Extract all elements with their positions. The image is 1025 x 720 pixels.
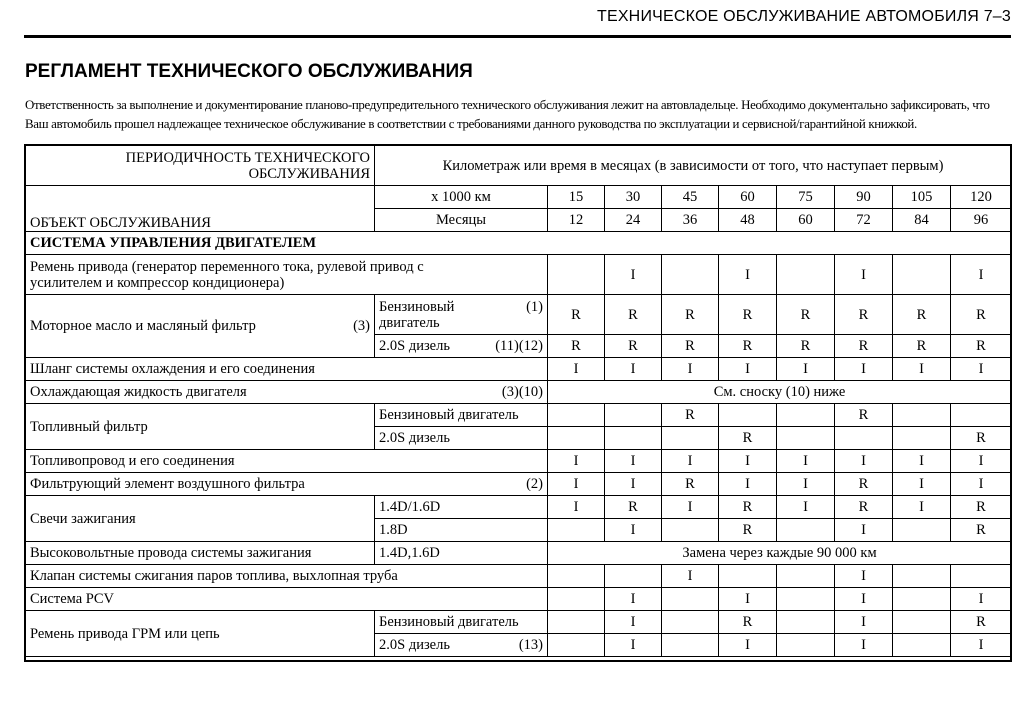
interval-cell (719, 404, 777, 427)
fuel-filter-label: Топливный фильтр (26, 404, 375, 450)
fuel-lines-label: Топливопровод и его соединения (26, 450, 548, 473)
fuel-filter-petrol-sub: Бензиновый двигатель (375, 404, 548, 427)
interval-cell: I (951, 588, 1012, 611)
interval-cell (777, 519, 835, 542)
km-value: 75 (777, 186, 835, 209)
timing-diesel-label: 2.0S дизель (379, 637, 450, 653)
interval-cell: R (835, 496, 893, 519)
interval-cell: I (605, 358, 662, 381)
interval-cell (893, 519, 951, 542)
interval-cell (605, 565, 662, 588)
km-value: 60 (719, 186, 777, 209)
interval-cell: R (548, 335, 605, 358)
interval-cell: R (777, 335, 835, 358)
interval-cell (662, 588, 719, 611)
interval-cell (548, 634, 605, 657)
interval-cell: I (662, 565, 719, 588)
interval-cell: I (719, 588, 777, 611)
interval-cell: R (835, 473, 893, 496)
ht-leads-span-note: Замена через каждые 90 000 км (548, 542, 1012, 565)
interval-cell (893, 611, 951, 634)
interval-cell (777, 634, 835, 657)
interval-cell: I (605, 255, 662, 295)
interval-cell: I (605, 450, 662, 473)
interval-cell: R (777, 295, 835, 335)
months-value: 48 (719, 209, 777, 232)
interval-cell: R (719, 335, 777, 358)
engine-oil-diesel-label: 2.0S дизель (379, 338, 450, 354)
coolant-hose-label: Шланг системы охлаждения и его соединения (26, 358, 548, 381)
engine-oil-petrol-note: (1) (526, 298, 543, 315)
header-periodicity (26, 146, 375, 186)
interval-cell: R (719, 519, 777, 542)
interval-cell: I (777, 358, 835, 381)
interval-cell: R (951, 496, 1012, 519)
air-filter-label: Фильтрующий элемент воздушного фильтра (30, 476, 305, 492)
interval-cell: I (777, 450, 835, 473)
interval-cell: I (662, 358, 719, 381)
interval-cell: R (662, 473, 719, 496)
header-periodicity-line2: ОБСЛУЖИВАНИЯ (248, 165, 370, 182)
months-value: 72 (835, 209, 893, 232)
header-object: ОБЪЕКТ ОБСЛУЖИВАНИЯ (26, 186, 375, 232)
interval-cell: I (893, 358, 951, 381)
interval-cell (835, 427, 893, 450)
spark-plugs-a-sub: 1.4D/1.6D (375, 496, 548, 519)
months-value: 84 (893, 209, 951, 232)
timing-diesel-sub (375, 634, 548, 657)
interval-cell: I (605, 588, 662, 611)
drive-belt-label-line2: усилителем и компрессор кондиционера) (30, 274, 285, 291)
km-value: 15 (548, 186, 605, 209)
interval-cell: R (719, 611, 777, 634)
interval-cell: I (835, 450, 893, 473)
interval-cell (662, 519, 719, 542)
interval-cell: R (893, 335, 951, 358)
interval-cell: I (719, 358, 777, 381)
interval-cell (893, 404, 951, 427)
km-value: 45 (662, 186, 719, 209)
interval-cell (662, 255, 719, 295)
interval-cell: I (951, 634, 1012, 657)
months-value: 96 (951, 209, 1012, 232)
interval-cell (662, 611, 719, 634)
interval-cell (951, 565, 1012, 588)
interval-cell: R (951, 335, 1012, 358)
interval-cell: R (893, 295, 951, 335)
interval-cell: I (662, 450, 719, 473)
km-value: 30 (605, 186, 662, 209)
months-value: 60 (777, 209, 835, 232)
interval-cell (777, 427, 835, 450)
pcv-label: Система PCV (26, 588, 548, 611)
running-head: ТЕХНИЧЕСКОЕ ОБСЛУЖИВАНИЕ АВТОМОБИЛЯ 7–3 (596, 8, 1011, 25)
interval-cell: R (719, 427, 777, 450)
interval-cell: I (835, 588, 893, 611)
interval-cell: I (605, 611, 662, 634)
coolant-span-note: См. сноску (10) ниже (548, 381, 1012, 404)
interval-cell (951, 404, 1012, 427)
interval-cell: I (835, 611, 893, 634)
intro-line-2: Ваш автомобиль прошел надлежащее техническое обслуживание в соответствии с требованиями данного руководства по эксплуатации и сервисной/гарантийной книжкой. (25, 116, 917, 131)
interval-cell: I (951, 255, 1012, 295)
row-air-filter-label (26, 473, 548, 496)
interval-cell: R (719, 496, 777, 519)
ht-leads-label: Высоковольтные провода системы зажигания (26, 542, 375, 565)
interval-cell (662, 634, 719, 657)
months-value: 24 (605, 209, 662, 232)
interval-cell: I (548, 496, 605, 519)
ht-leads-sub: 1.4D,1.6D (375, 542, 548, 565)
interval-cell: R (548, 295, 605, 335)
interval-cell (719, 565, 777, 588)
interval-cell (777, 565, 835, 588)
header-periodicity-line1: ПЕРИОДИЧНОСТЬ ТЕХНИЧЕСКОГО (125, 149, 370, 166)
interval-cell (548, 611, 605, 634)
interval-cell: R (662, 404, 719, 427)
months-value: 12 (548, 209, 605, 232)
spark-plugs-b-sub: 1.8D (375, 519, 548, 542)
interval-cell: I (719, 473, 777, 496)
timing-label: Ремень привода ГРМ или цепь (26, 611, 375, 657)
km-label: x 1000 км (375, 186, 548, 209)
interval-cell (893, 565, 951, 588)
interval-cell: I (951, 473, 1012, 496)
interval-cell (893, 634, 951, 657)
row-coolant-label (26, 381, 548, 404)
km-value: 120 (951, 186, 1012, 209)
interval-cell (893, 427, 951, 450)
air-filter-note: (2) (526, 476, 543, 492)
interval-cell: R (605, 295, 662, 335)
interval-cell: R (662, 335, 719, 358)
interval-cell: I (893, 496, 951, 519)
interval-cell: R (835, 335, 893, 358)
engine-oil-diesel-sub (375, 335, 548, 358)
section-heading: СИСТЕМА УПРАВЛЕНИЯ ДВИГАТЕЛЕМ (26, 232, 1012, 255)
maintenance-schedule-table (25, 145, 1012, 657)
interval-cell: I (951, 358, 1012, 381)
interval-cell: R (951, 611, 1012, 634)
interval-cell (548, 427, 605, 450)
interval-cell: I (777, 496, 835, 519)
interval-cell (548, 404, 605, 427)
km-value: 105 (893, 186, 951, 209)
interval-cell (605, 404, 662, 427)
interval-cell (605, 427, 662, 450)
interval-cell: I (548, 450, 605, 473)
engine-oil-petrol-line2: двигатель (379, 314, 440, 331)
timing-diesel-note: (13) (518, 637, 543, 653)
interval-cell (777, 588, 835, 611)
interval-cell: I (835, 358, 893, 381)
interval-cell: I (835, 565, 893, 588)
interval-cell: I (605, 519, 662, 542)
interval-cell (777, 255, 835, 295)
interval-cell: I (835, 255, 893, 295)
interval-cell: I (719, 255, 777, 295)
km-value: 90 (835, 186, 893, 209)
header-rule (24, 35, 1011, 38)
interval-cell: I (719, 450, 777, 473)
page-title: РЕГЛАМЕНТ ТЕХНИЧЕСКОГО ОБСЛУЖИВАНИЯ (25, 61, 473, 82)
interval-cell: R (662, 295, 719, 335)
interval-cell (548, 565, 605, 588)
interval-cell (548, 255, 605, 295)
interval-cell (662, 427, 719, 450)
interval-cell: R (835, 404, 893, 427)
interval-cell: R (605, 335, 662, 358)
row-drive-belt-label (26, 255, 548, 295)
interval-cell: I (662, 496, 719, 519)
interval-cell (777, 404, 835, 427)
header-interval: Километраж или время в месяцах (в зависимости от того, что наступает первым) (375, 146, 1012, 186)
interval-cell (893, 255, 951, 295)
months-label: Месяцы (375, 209, 548, 232)
interval-cell: I (548, 473, 605, 496)
engine-oil-note: (3) (353, 318, 370, 334)
coolant-label: Охлаждающая жидкость двигателя (30, 384, 247, 400)
engine-oil-petrol-sub (375, 295, 548, 335)
coolant-note: (3)(10) (501, 384, 543, 400)
interval-cell: R (951, 427, 1012, 450)
interval-cell: R (835, 295, 893, 335)
interval-cell: I (605, 473, 662, 496)
timing-petrol-sub: Бензиновый двигатель (375, 611, 548, 634)
interval-cell (893, 588, 951, 611)
interval-cell (548, 588, 605, 611)
interval-cell: I (719, 634, 777, 657)
intro-line-1: Ответственность за выполнение и документирование планово-предупредительного технического обслуживания лежит на автовладельце. Необходимо документально зафиксировать, что (25, 97, 990, 112)
months-value: 36 (662, 209, 719, 232)
drive-belt-label-line1: Ремень привода (генератор переменного тока, рулевой привод с (30, 258, 424, 275)
engine-oil-label: Моторное масло и масляный фильтр (30, 318, 256, 334)
spark-plugs-label: Свечи зажигания (26, 496, 375, 542)
interval-cell: I (777, 473, 835, 496)
interval-cell: I (893, 450, 951, 473)
engine-oil-petrol-line1: Бензиновый (379, 298, 455, 315)
interval-cell: R (951, 295, 1012, 335)
interval-cell: I (951, 450, 1012, 473)
fuel-filter-diesel-sub: 2.0S дизель (375, 427, 548, 450)
interval-cell (777, 611, 835, 634)
row-engine-oil-label (26, 295, 375, 358)
interval-cell: R (605, 496, 662, 519)
intro-paragraph (25, 95, 1010, 133)
interval-cell: I (605, 634, 662, 657)
engine-oil-diesel-note: (11)(12) (495, 338, 543, 354)
interval-cell: I (835, 519, 893, 542)
interval-cell: I (548, 358, 605, 381)
interval-cell: I (835, 634, 893, 657)
interval-cell: R (951, 519, 1012, 542)
evap-label: Клапан системы сжигания паров топлива, выхлопная труба (26, 565, 548, 588)
interval-cell: R (719, 295, 777, 335)
interval-cell (548, 519, 605, 542)
interval-cell: I (893, 473, 951, 496)
